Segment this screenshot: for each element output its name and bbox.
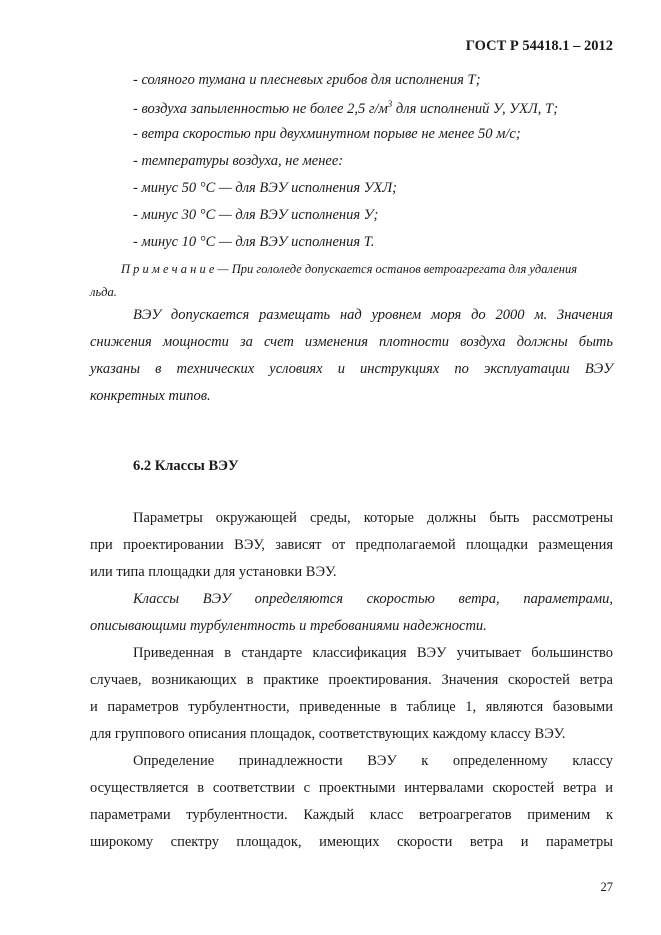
paragraph-line: для группового описания площадок, соответствующих каждому классу ВЭУ. [90, 726, 566, 742]
list-item: - температуры воздуха, не менее: [133, 153, 344, 169]
paragraph-line: Приведенная в стандарте классификация ВЭУ учитывает большинство [133, 645, 613, 661]
list-item: - минус 30 °С — для ВЭУ исполнения У; [133, 207, 379, 223]
paragraph-line: снижения мощности за счет изменения плотности воздуха должны быть [90, 334, 613, 350]
note-line: льда. [90, 285, 117, 299]
section-heading: 6.2 Классы ВЭУ [133, 458, 239, 474]
list-item [133, 99, 558, 118]
list-item-text: - воздуха запыленностью не более 2,5 г/м [133, 100, 388, 117]
paragraph-line: или типа площадки для установки ВЭУ. [90, 564, 337, 580]
list-item: - минус 10 °С — для ВЭУ исполнения Т. [133, 234, 375, 250]
paragraph-line: случаев, возникающих в практике проектирования. Значения скоростей ветра [90, 672, 613, 688]
note-line [121, 262, 577, 277]
note-text: — При гололеде допускается останов ветроагрегата для удаления [214, 262, 578, 276]
list-item: - соляного тумана и плесневых грибов для исполнения Т; [133, 72, 481, 88]
paragraph-line: и параметров турбулентности, приведенные в таблице 1, являются базовыми [90, 699, 613, 715]
paragraph-line: описывающими турбулентность и требованиями надежности. [90, 618, 487, 634]
list-item: - минус 50 °С — для ВЭУ исполнения УХЛ; [133, 180, 397, 196]
superscript: 3 [387, 99, 393, 109]
paragraph-line: Параметры окружающей среды, которые должны быть рассмотрены [133, 510, 613, 526]
page-number: 27 [600, 880, 613, 894]
paragraph-line: конкретных типов. [90, 388, 211, 404]
paragraph-line: указаны в технических условиях и инструкциях по эксплуатации ВЭУ [90, 361, 613, 377]
paragraph-line: широкому спектру площадок, имеющих скорости ветра и параметры [90, 834, 613, 850]
paragraph-line: ВЭУ допускается размещать над уровнем моря до 2000 м. Значения [133, 307, 613, 323]
note-prefix: П р и м е ч а н и е [121, 262, 215, 276]
paragraph-line: Классы ВЭУ определяются скоростью ветра, параметрами, [133, 591, 613, 607]
list-item-tail: для исполнений У, УХЛ, Т; [392, 100, 559, 117]
paragraph-line: при проектировании ВЭУ, зависят от предполагаемой площадки размещения [90, 537, 613, 553]
paragraph-line: параметрами турбулентности. Каждый класс ветроагрегатов применим к [90, 807, 613, 823]
list-item: - ветра скоростью при двухминутном порыве не менее 50 м/с; [133, 126, 521, 142]
paragraph-line: Определение принадлежности ВЭУ к определенному классу [133, 753, 613, 769]
page-header: ГОСТ Р 54418.1 – 2012 [465, 38, 613, 54]
paragraph-line: осуществляется в соответствии с проектными интервалами скоростей ветра и [90, 780, 613, 796]
